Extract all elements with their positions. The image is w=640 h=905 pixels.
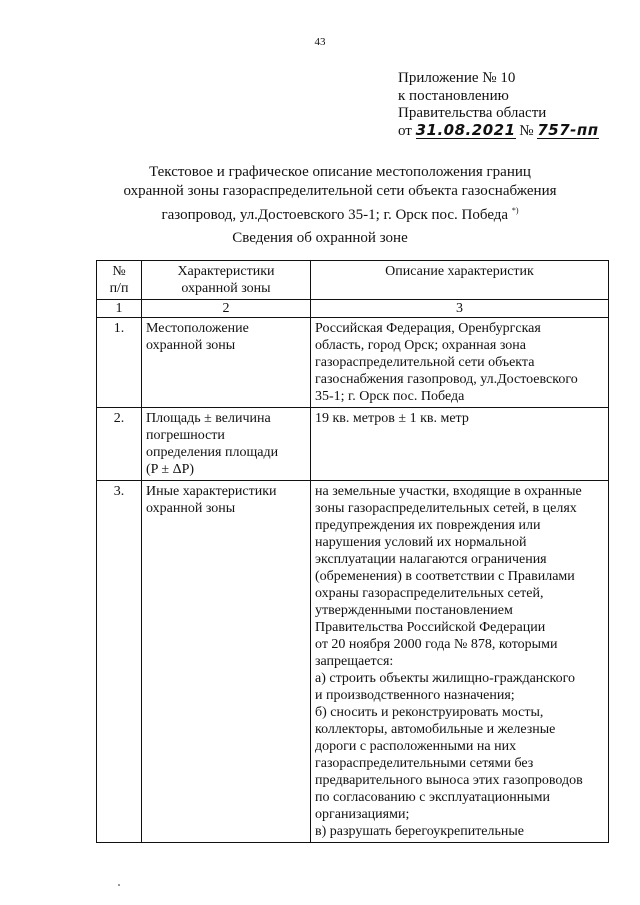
descr-line: по согласованию с эксплуатационными: [315, 790, 550, 805]
row-number: 1.: [97, 318, 142, 408]
descr-line: (обременения) в соответствии с Правилами: [315, 569, 575, 584]
appendix-date-line: [398, 120, 599, 141]
row-description: [311, 481, 609, 843]
descr-line: коллекторы, автомобильные и железные: [315, 722, 556, 737]
row-characteristic: [142, 481, 311, 843]
header-description: Описание характеристик: [311, 261, 609, 300]
title-line-3-text: газопровод, ул.Достоевского 35-1; г. Орск пос. Победа: [161, 207, 509, 223]
row-number: 3.: [97, 481, 142, 843]
index-cell: 3: [311, 300, 609, 318]
number-sign: №: [519, 122, 534, 139]
appendix-title: Приложение № 10: [398, 70, 516, 86]
descr-line: зоны газораспределительных сетей, в целях: [315, 501, 577, 516]
appendix-government: Правительства области: [398, 105, 547, 121]
descr-line: утвержденными постановлением: [315, 603, 513, 618]
descr-line: от 20 ноября 2000 года № 878, которыми: [315, 637, 558, 652]
table-row: [97, 408, 609, 481]
row-characteristic: [142, 408, 311, 481]
row-number: 2.: [97, 408, 142, 481]
table-row: [97, 318, 609, 408]
descr-line: и производственного назначения;: [315, 688, 515, 703]
char-line: Местоположение: [146, 321, 249, 336]
descr-line: организациями;: [315, 807, 410, 822]
descr-line: газораспределительными сетями без: [315, 756, 534, 771]
descr-line: газораспределительной сети объекта: [315, 355, 535, 370]
handwritten-number: 757-пп: [537, 120, 599, 139]
page-number: 43: [314, 36, 326, 48]
descr-line: эксплуатации налагаются ограничения: [315, 552, 547, 567]
date-prefix: от: [398, 122, 412, 139]
header-char-line: Характеристики: [177, 264, 275, 279]
char-line: охранной зоны: [146, 501, 236, 516]
protection-zone-table: [96, 260, 609, 843]
char-line: определения площади: [146, 445, 279, 460]
header-char-line: охранной зоны: [181, 281, 271, 296]
descr-line: в) разрушать берегоукрепительные: [315, 824, 525, 839]
index-cell: 2: [142, 300, 311, 318]
handwritten-date: 31.08.2021: [415, 120, 516, 139]
descr-line: дороги с расположенными на них: [315, 739, 517, 754]
section-title: Сведения об охранной зоне: [232, 230, 408, 246]
descr-line: предупреждения их повреждения или: [315, 518, 541, 533]
descr-line: Правительства Российской Федерации: [315, 620, 546, 635]
footnote-mark: *): [511, 206, 519, 215]
header-num: [97, 261, 142, 300]
appendix-resolution: к постановлению: [398, 87, 509, 104]
scan-speck: [118, 884, 120, 886]
title-line-3: [60, 201, 620, 225]
table-header-row: [97, 261, 609, 300]
table-index-row: [97, 300, 609, 318]
char-line: охранной зоны: [146, 338, 236, 353]
header-characteristic: [142, 261, 311, 300]
header-num-line: п/п: [109, 281, 129, 296]
descr-line: охраны газораспределительных сетей,: [315, 586, 544, 601]
descr-line: 35-1; г. Орск пос. Победа: [315, 389, 465, 404]
document-title: [60, 163, 620, 225]
row-characteristic: [142, 318, 311, 408]
descr-line: нарушения условий их нормальной: [315, 535, 527, 550]
char-line: Площадь ± величина: [146, 411, 271, 426]
row-description: [311, 318, 609, 408]
char-line: погрешности: [146, 428, 225, 443]
char-line: (P ± ΔP): [146, 462, 195, 477]
char-line: Иные характеристики: [146, 484, 277, 499]
header-num-line: №: [112, 264, 126, 279]
descr-line: а) строить объекты жилищно-гражданского: [315, 671, 575, 686]
descr-line: 19 кв. метров ± 1 кв. метр: [315, 411, 469, 426]
index-cell: 1: [97, 300, 142, 318]
title-line-2: охранной зоны газораспределительной сети объекта газоснабжения: [123, 183, 557, 199]
descr-line: предварительного выноса этих газопроводов: [315, 773, 583, 788]
table-row: [97, 481, 609, 843]
row-description: [311, 408, 609, 481]
descr-line: Российская Федерация, Оренбургская: [315, 321, 541, 336]
title-line-1: Текстовое и графическое описание местоположения границ: [149, 164, 531, 180]
descr-line: газоснабжения газопровод, ул.Достоевского: [315, 372, 578, 387]
descr-line: б) сносить и реконструировать мосты,: [315, 705, 544, 720]
appendix-block: [398, 70, 599, 140]
descr-line: область, город Орск; охранная зона: [315, 338, 526, 353]
descr-line: на земельные участки, входящие в охранные: [315, 484, 582, 499]
descr-line: запрещается:: [315, 654, 394, 669]
